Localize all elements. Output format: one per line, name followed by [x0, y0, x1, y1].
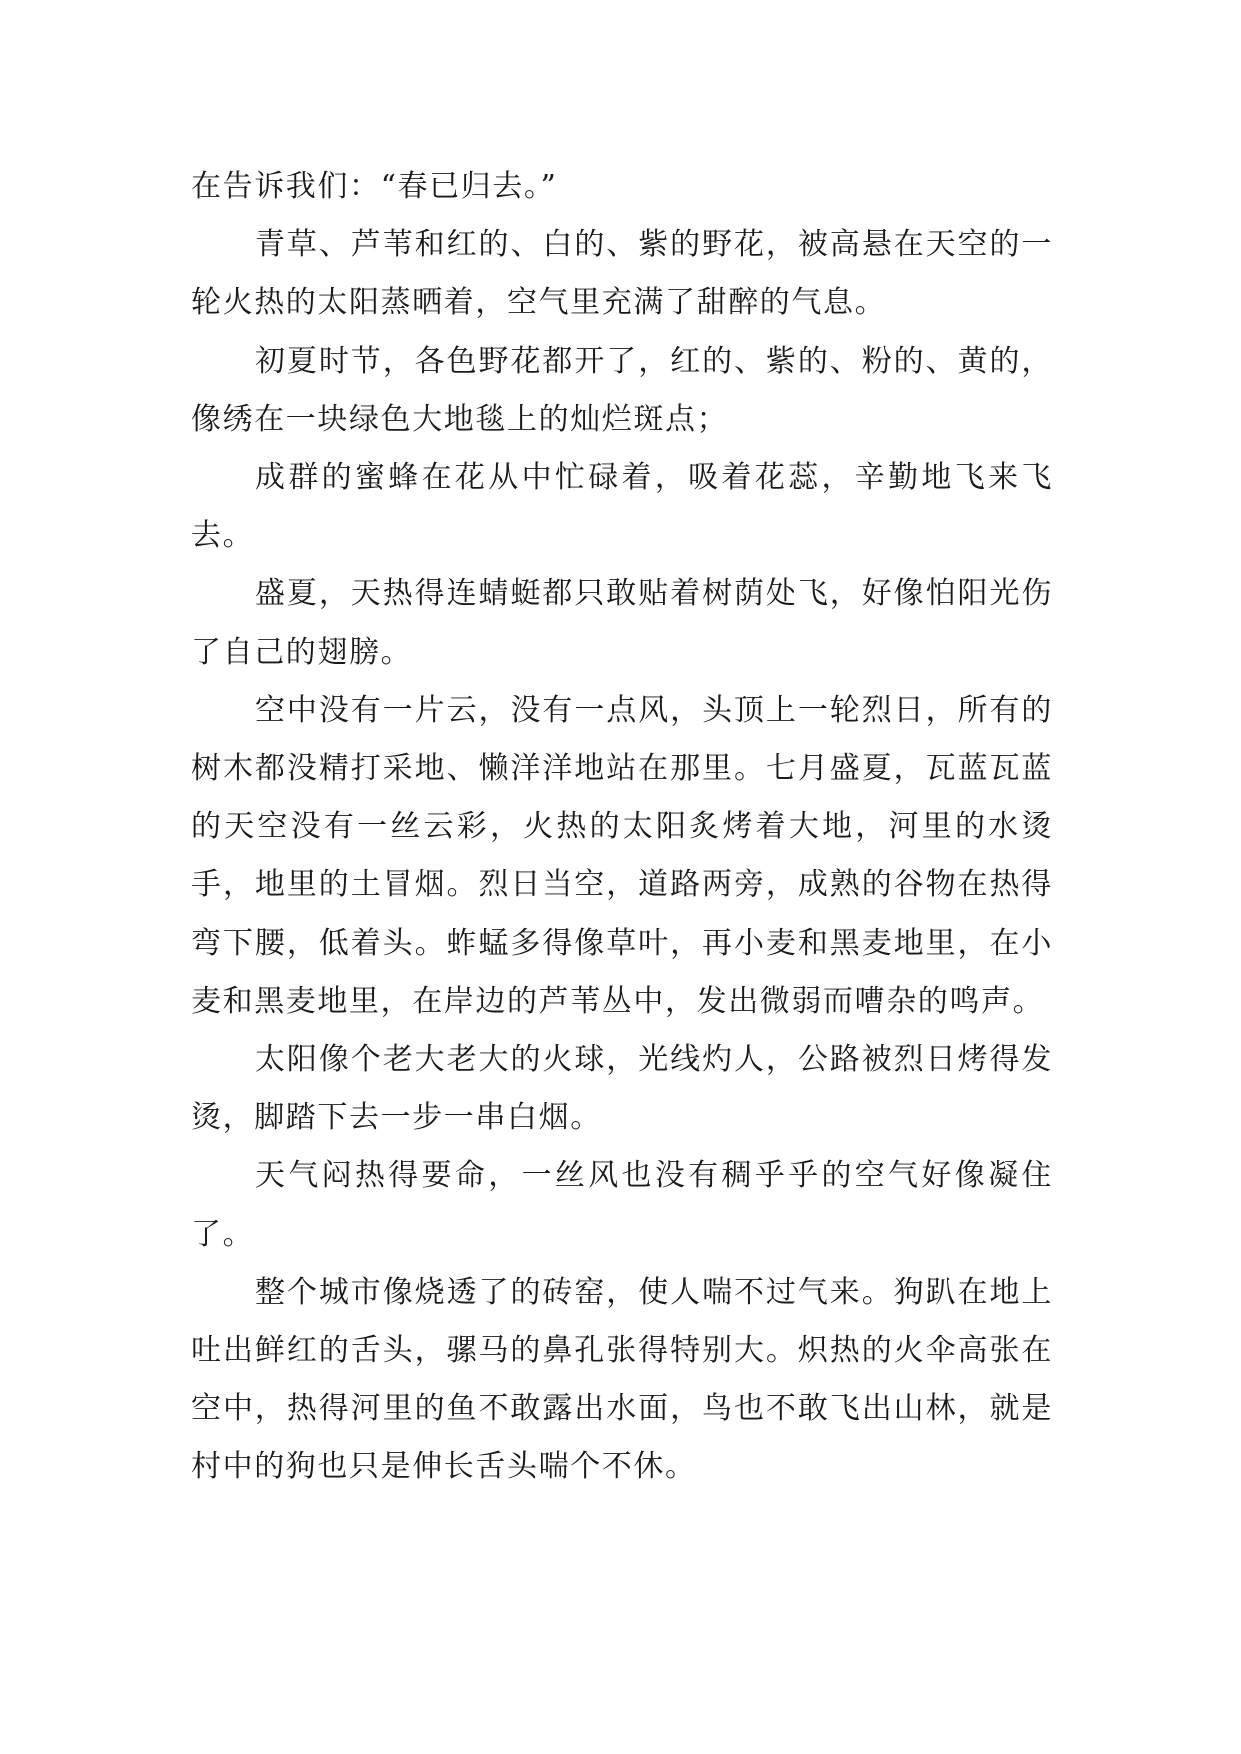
paragraph-5: 盛夏，天热得连蜻蜓都只敢贴着树荫处飞，好像怕阳光伤了自己的翅膀。 — [191, 576, 1053, 670]
paragraph-9: 整个城市像烧透了的砖窑，使人喘不过气来。狗趴在地上吐出鲜红的舌头，骡马的鼻孔张得特别大。炽热的火伞高张在空中，热得河里的鱼不敢露出水面，鸟也不敢飞出山林，就是村中的狗也只是伸长舌头喘个不休。 — [191, 1274, 1053, 1485]
paragraph-4: 成群的蜜蜂在花从中忙碌着，吸着花蕊，辛勤地飞来飞去。 — [191, 460, 1053, 554]
paragraph-2: 青草、芦苇和红的、白的、紫的野花，被高悬在天空的一轮火热的太阳蒸晒着，空气里充满了甜醉的气息。 — [191, 227, 1053, 321]
paragraph-1: 在告诉我们：“春已归去。” — [191, 169, 558, 204]
paragraph-7: 太阳像个老大老大的火球，光线灼人，公路被烈日烤得发烫，脚踏下去一步一串白烟。 — [191, 1042, 1053, 1136]
paragraph-6: 空中没有一片云，没有一点风，头顶上一轮烈日，所有的树木都没精打采地、懒洋洋地站在那里。七月盛夏，瓦蓝瓦蓝的天空没有一丝云彩，火热的太阳炙烤着大地，河里的水烫手，地里的土冒烟。烈日当空，道路两旁，成熟的谷物在热得弯下腰，低着头。蚱蜢多得像草叶，再小麦和黑麦地里，在小麦和黑麦地里，在岸边的芦苇丛中，发出微弱而嘈杂的鸣声。 — [191, 692, 1053, 1019]
paragraph-3: 初夏时节，各色野花都开了，红的、紫的、粉的、黄的，像绣在一块绿色大地毯上的灿烂斑点； — [191, 343, 1053, 437]
document-body — [191, 158, 1053, 1497]
paragraph-8: 天气闷热得要命，一丝风也没有稠乎乎的空气好像凝住了。 — [191, 1158, 1053, 1252]
